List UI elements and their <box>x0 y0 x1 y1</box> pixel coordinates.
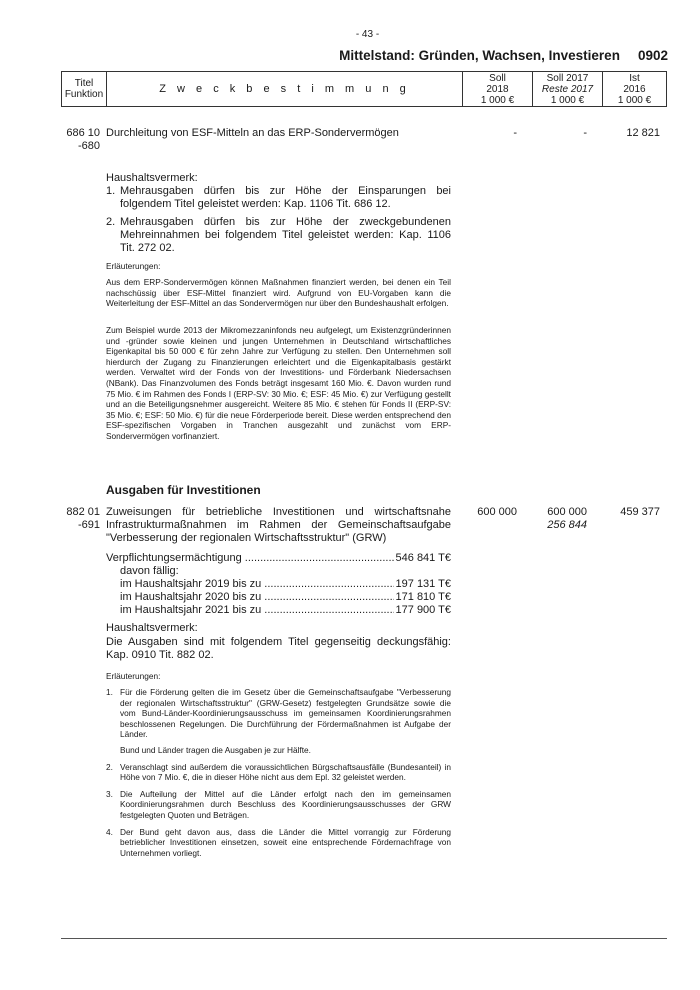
entry2-erl-item-text: Die Aufteilung der Mittel auf die Länder erfolgt nach den im gemeinsamen Koordinierungsrahmen durch Beschluss des Koordinierungsausschusses der GRW festgelegten Quoten und Beträgen. <box>120 788 451 820</box>
entry1-vermerk-item-text: Mehrausgaben dürfen bis zur Höhe der Einsparungen bei folgendem Titel geleistet werden: Kap. 1106 Tit. 686 12. <box>120 185 451 210</box>
entry2-title-number <box>58 506 100 532</box>
entry2-ve-row <box>106 604 451 617</box>
header-reste-line2: Reste 2017 <box>541 83 594 95</box>
entry1-ist: 12 821 <box>626 127 660 139</box>
header-ist-line1: Ist <box>629 72 640 84</box>
chapter-title-text: Mittelstand: Gründen, Wachsen, Investieren <box>339 48 620 63</box>
entry2-ve-row-value: 197 131 T€ <box>395 578 451 590</box>
entry1-title-number-line2: -680 <box>77 140 100 152</box>
entry2-ve-block <box>106 552 451 617</box>
entry2-vermerk-heading: Haushaltsvermerk: <box>106 622 198 634</box>
entry1-title-number-line1: 686 10 <box>66 127 100 139</box>
entry1-soll: - <box>513 127 517 139</box>
entry2-erl-item <box>106 762 451 783</box>
entry2-ve-label: Verpflichtungsermächtigung ..... <box>106 552 394 565</box>
entry2-ve-row-value: 171 810 T€ <box>395 591 451 603</box>
entry1-reste: - <box>583 127 587 139</box>
entry2-erl-item <box>106 789 451 821</box>
header-ist-line3: 1 000 € <box>617 94 652 106</box>
entry2-erl-item-num: 4. <box>106 826 113 837</box>
entry1-erl-paragraph2: Zum Beispiel wurde 2013 der Mikromezzaninfonds neu aufgelegt, um Existenzgründerinnen und -gründer sowie kleinen und jungen Unternehmen in Deutschland wirtschaftliches Eigenkapital bis 50 000 € für zehn Jahre zur Verfügung zu stellen. Den Unternehmen soll hierdurch der Zugang zu Finanzierungen erleichtert und die Eigenkapitalbasis gestärkt werden. Verwaltet wird der Fonds von der Investitions- und Förderbank Niedersachsen (NBank). Das Finanzvolumen des Fonds beträgt insgesamt 160 Mio. €. Davon wurden rund 75 Mio. € im Rahmen des Fonds I (ERP-SV: 30 Mio. €; ESF: 45 Mio. €) zur Verfügung gestellt und an die Beteiligungsnehmer ausgereicht. Weitere 85 Mio. € stehen für Fonds II (ERP-SV: 35 Mio. €; ESF: 50 Mio. €) für die neue Förderperiode bereit. Diese werden entsprechend den ESF-spezifischen Vorgaben in Tranchen ausgezahlt und zunächst vom ERP-Sondervermögen vorfinanziert. <box>106 325 451 441</box>
footer-rule <box>61 938 667 939</box>
entry2-ve-row-label: im Haushaltsjahr 2020 bis zu ..... <box>120 591 394 604</box>
entry2-reste-soll: 600 000 <box>547 506 587 518</box>
entry1-vermerk-heading: Haushaltsvermerk: <box>106 172 198 184</box>
entry2-ve-row-label: im Haushaltsjahr 2019 bis zu ..... <box>120 578 394 591</box>
entry2-erl-item-text: Der Bund geht davon aus, dass die Länder die Mittel vorrangig zur Förderung betrieblicher Investitionen einsetzen, soweit eine entsprechende Fördernachfrage von Unternehmen vorliegt. <box>120 826 451 858</box>
entry2-title-number-line2: -691 <box>77 519 100 531</box>
entry2-ve-row-value: 177 900 T€ <box>395 604 451 616</box>
entry2-ve-row-label: im Haushaltsjahr 2021 bis zu ..... <box>120 604 394 617</box>
entry1-vermerk-item-num: 1. <box>106 185 116 197</box>
header-soll <box>463 72 533 106</box>
entry2-title-number-line1: 882 01 <box>66 506 100 518</box>
entry2-description: Zuweisungen für betriebliche Investitionen und wirtschaftsnahe Infrastrukturmaßnahmen im Rahmen der Gemeinschaftsaufgabe "Verbesserung der regionalen Wirtschaftsstruktur" (GRW) <box>106 506 451 544</box>
entry2-soll: 600 000 <box>477 506 517 518</box>
entry2-erl-heading: Erläuterungen: <box>106 671 161 681</box>
header-zweckbestimmung: Z w e c k b e s t i m m u n g <box>107 72 463 106</box>
header-soll-line2: 2018 <box>486 83 509 95</box>
page-number: - 43 - <box>355 29 380 40</box>
section-heading: Ausgaben für Investitionen <box>106 483 261 497</box>
entry1-description: Durchleitung von ESF-Mitteln an das ERP-Sondervermögen <box>106 127 399 139</box>
entry1-vermerk-item <box>106 185 451 211</box>
header-soll-line3: 1 000 € <box>480 94 515 106</box>
header-reste <box>533 72 603 106</box>
entry2-vermerk-text: Die Ausgaben sind mit folgendem Titel gegenseitig deckungsfähig: Kap. 0910 Tit. 882 02. <box>106 636 451 661</box>
header-soll-line1: Soll <box>489 72 506 84</box>
chapter-title <box>339 48 668 63</box>
entry2-erl-item-text: Veranschlagt sind außerdem die voraussichtlichen Bürgschaftsausfälle (Bundesanteil) in Höhe von 7 Mio. €, die in dieser Höhe nicht aus dem Epl. 32 geleistet werden. <box>120 761 451 783</box>
entry1-vermerk-list <box>106 185 451 255</box>
entry1-vermerk-item-num: 2. <box>106 216 116 228</box>
entry1-erl-paragraph1: Aus dem ERP-Sondervermögen können Maßnahmen finanziert werden, bei denen ein Teil nachschüssig über ESF-Mittel finanziert wird. Aufgrund von EU-Vorgaben kann die Weiterleitung der ESF-Mittel an das Sondervermögen nur über den Bundeshaushalt erfolgen. <box>106 277 451 309</box>
entry2-ve-total <box>106 552 451 565</box>
header-ist <box>603 72 666 106</box>
entry2-ve-davon: davon fällig: <box>120 565 179 577</box>
header-reste-line3: 1 000 € <box>550 94 585 106</box>
entry2-erl-list <box>106 687 451 858</box>
header-titel <box>62 72 107 106</box>
entry1-vermerk-item <box>106 216 451 255</box>
entry2-erl-item-text: Für die Förderung gelten die im Gesetz über die Gemeinschaftsaufgabe "Verbesserung der regionalen Wirtschaftsstruktur" (GRW-Gesetz) festgelegten Grundsätze sowie die vom Bund-Länder-Koordinierungsausschuss im gemeinsamen Koordinierungsrahmen beschlossenen Regelungen. Die Durchführung der Fördermaßnahmen ist Aufgabe der Länder. <box>120 687 451 740</box>
entry2-reste: 256 844 <box>547 519 587 531</box>
entry2-erl-item-num: 1. <box>106 687 113 697</box>
entry1-vermerk-item-text: Mehrausgaben dürfen bis zur Höhe der zweckgebundenen Mehreinnahmen bei folgendem Titel geleistet werden: Kap. 1106 Tit. 272 02. <box>120 216 451 254</box>
entry2-erl-item-num: 2. <box>106 761 113 772</box>
chapter-number: 0902 <box>637 48 668 63</box>
entry1-erl-heading: Erläuterungen: <box>106 261 161 271</box>
header-reste-line1: Soll 2017 <box>546 72 589 84</box>
entry2-erl-item <box>106 827 451 859</box>
header-ist-line2: 2016 <box>623 83 646 95</box>
entry2-erl-item1-extra: Bund und Länder tragen die Ausgaben je zur Hälfte. <box>120 744 311 755</box>
entry2-ve-value: 546 841 T€ <box>395 552 451 564</box>
header-titel-line1: Titel <box>74 78 94 89</box>
entry2-erl-item <box>106 687 451 740</box>
entry2-ve-row <box>106 591 451 604</box>
entry2-ve-row <box>106 578 451 591</box>
entry2-erl-item-num: 3. <box>106 788 113 799</box>
entry1-title-number <box>58 127 100 153</box>
entry2-ist: 459 377 <box>620 506 660 518</box>
column-header-table <box>61 71 667 107</box>
header-titel-line2: Funktion <box>64 89 104 100</box>
